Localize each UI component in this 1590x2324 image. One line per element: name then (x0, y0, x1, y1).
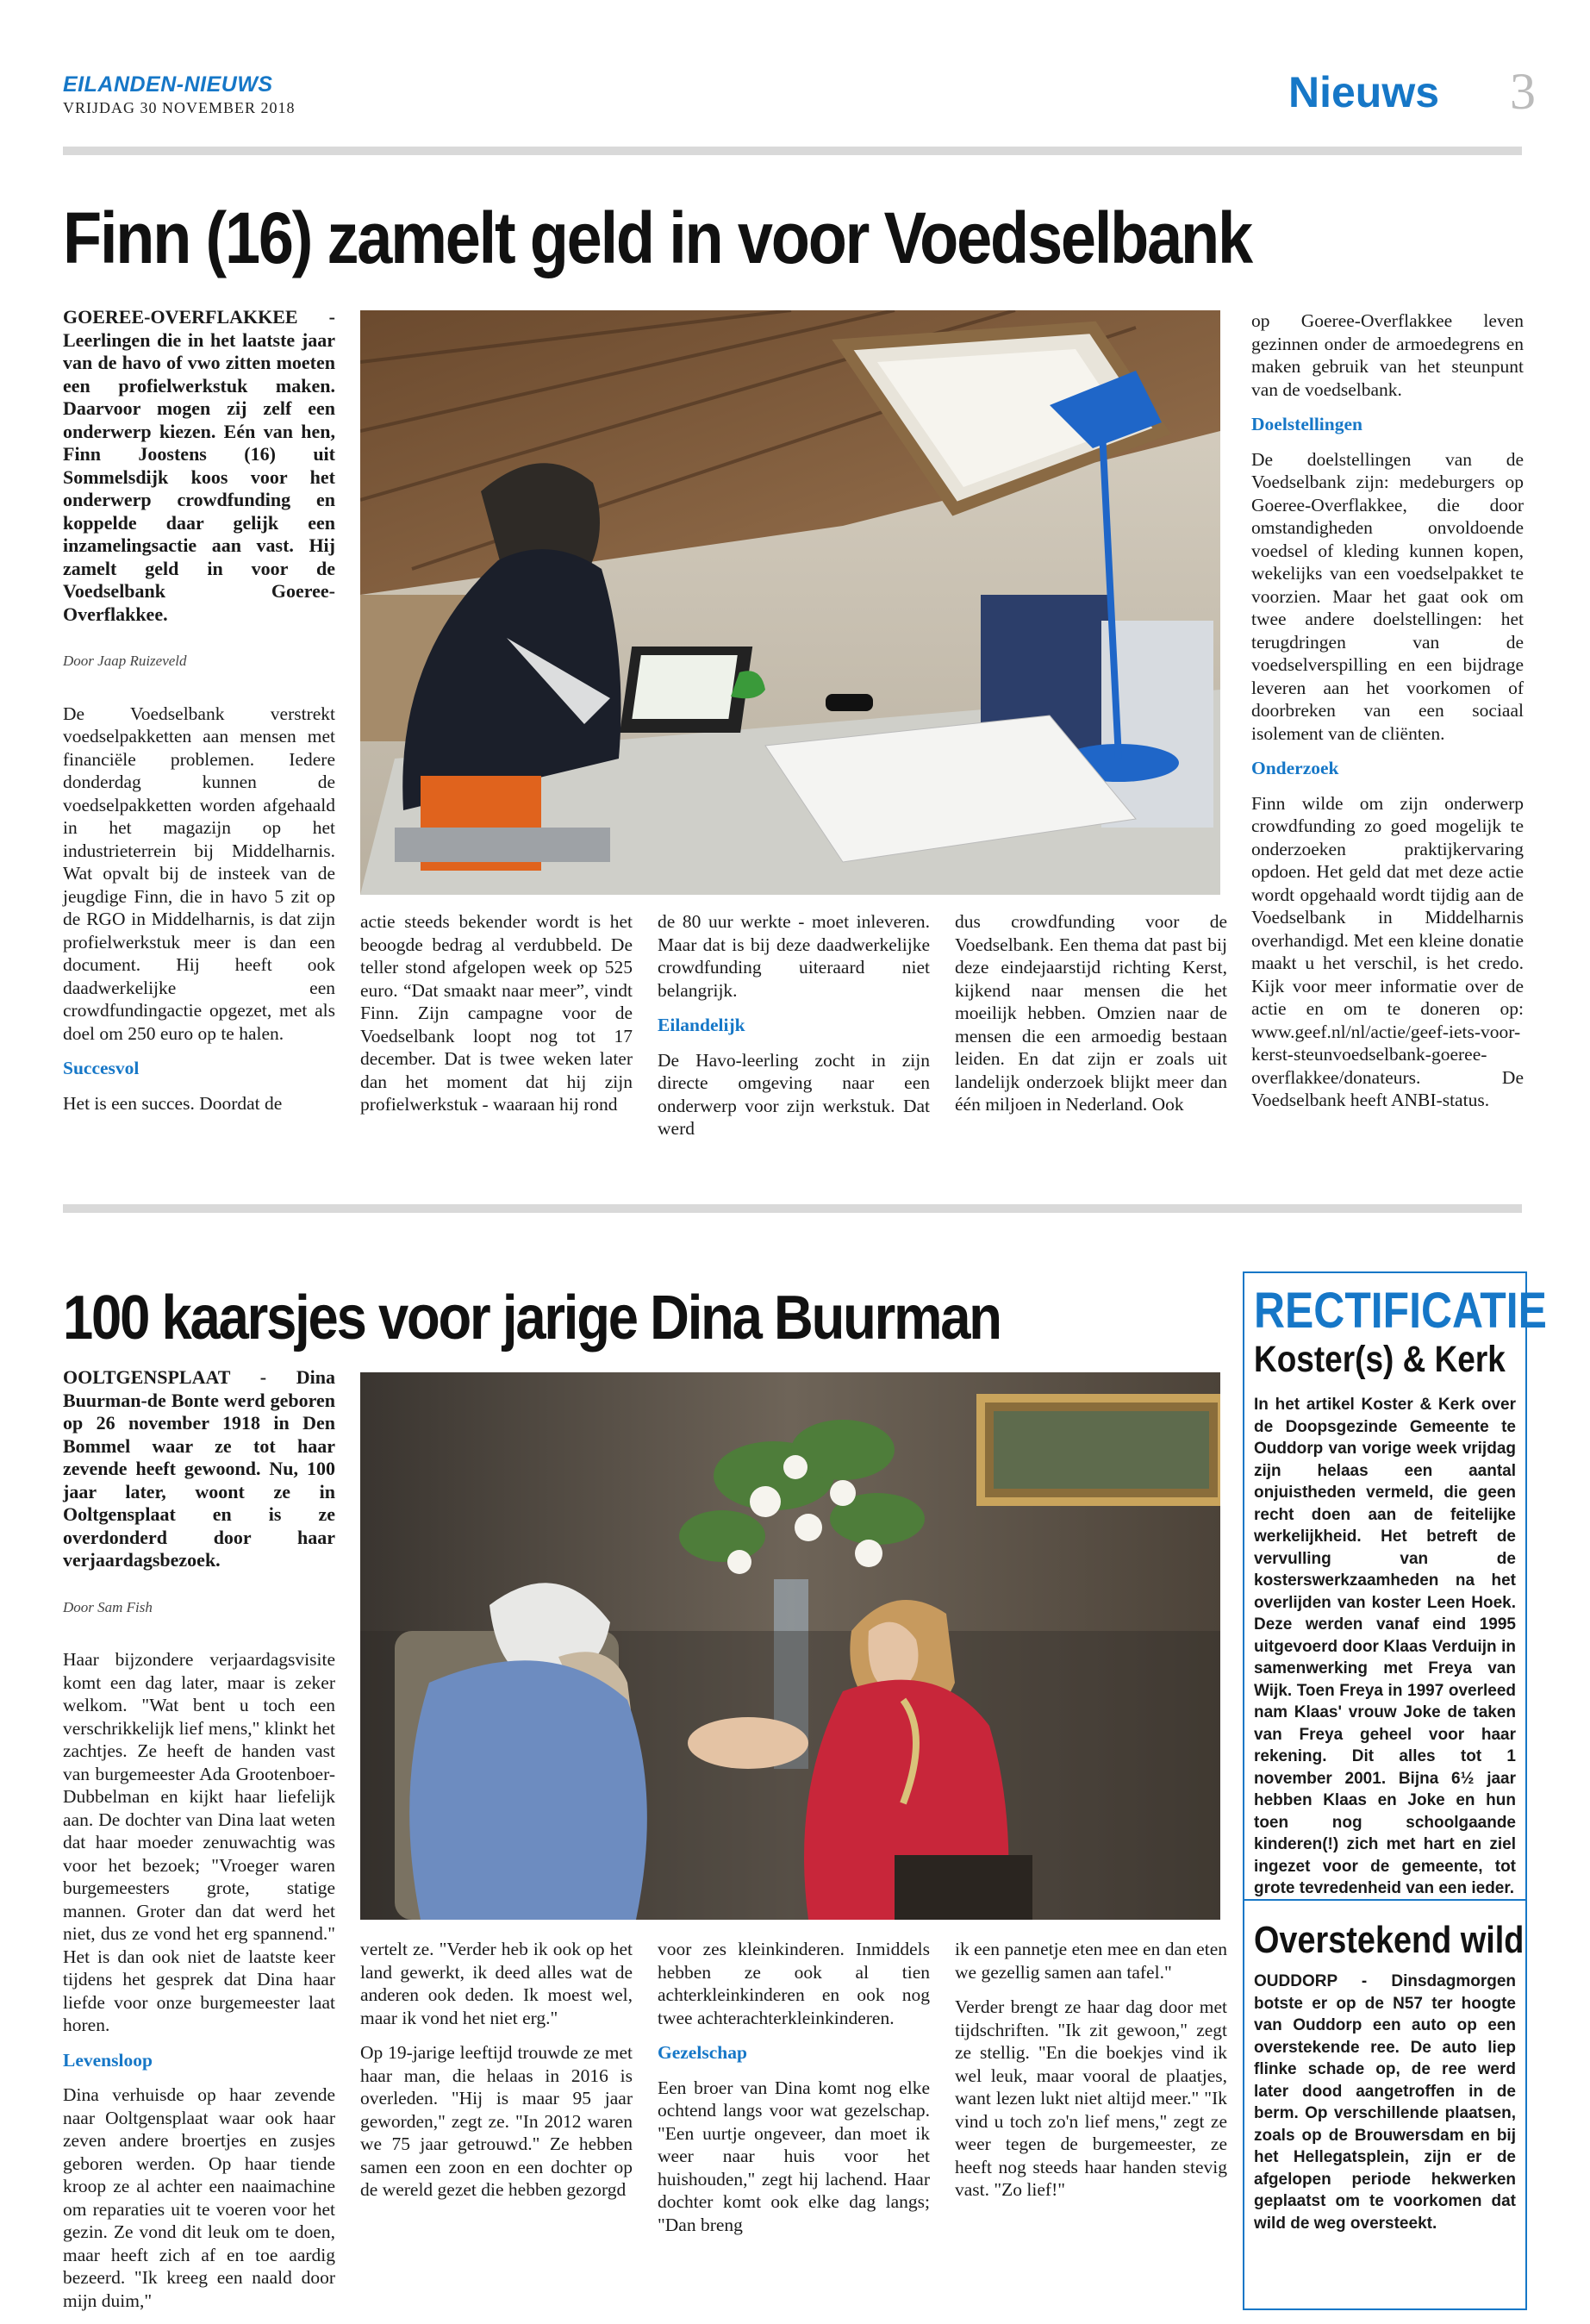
article1-column-1 (63, 306, 335, 1127)
article2-subheading: Gezelschap (658, 2042, 747, 2063)
article1-paragraph: De Voedselbank verstrekt voedselpakketten aan mensen met financiële problemen. Iedere donderdag kunnen de voedselpakketten worden afgehaald in het magazijn op het industrieterrein bij Middelharnis. Wat opvalt bij de insteek van de jeugdige Finn, die in havo 5 zit op de RGO in Middelharnis, is dat zijn profielwerkstuk meer is dan een document. Hij heeft ook daadwerkelijke een crowdfundingactie opgezet, met als doel om 250 euro op te halen. (63, 703, 335, 1044)
article1-subheading: Succesvol (63, 1058, 140, 1078)
section-title: Nieuws (1288, 68, 1440, 116)
article2-column-4 (955, 1938, 1227, 2214)
sidebar-divider (1243, 1899, 1527, 1901)
wild-title: Overstekend wild (1254, 1919, 1525, 1961)
header-rule (63, 147, 1522, 155)
article2-lead: OOLTGENSPLAAT - Dina Buurman-de Bonte werd geboren op 26 november 1918 in Den Bommel waar ze tot haar zevende heeft gewoond. Nu, 100 jaar later, woont ze in Ooltgensplaat en is ze overdonderd door haar verjaardagsbezoek. (63, 1366, 335, 1571)
article1-paragraph: actie steeds bekender wordt is het beoogde bedrag al verdubbeld. De teller stond afgelopen week op 525 euro. “Dat smaakt naar meer”, vindt Finn. Zijn campagne voor de Voedselbank loopt nog tot 17 december. Dat is twee weken later dan het moment dat hij zijn profielwerkstuk - waaraan hij rond (360, 911, 633, 1115)
section-divider (63, 1204, 1522, 1213)
article2-column-1 (63, 1366, 335, 2324)
finn-photo (360, 310, 1220, 895)
article2-paragraph: Haar bijzondere verjaardagsvisite komt een dag later, maar is zeker welkom. "Wat bent u toch een verschrikkelijk lief mens," klinkt het zachtjes. Ze heeft de handen vast van burgemeester Ada Grootenboer-Dubbelman en kijkt haar liefelijk aan. De dochter van Dina laat weten dat haar moeder zenuwachtig was voor het bezoek; "Vroeger waren burgemeesters grote, statige mannen. Groter dan dat werd het niet, dus ze vond het erg spannend." Het is dan ook niet de laatste keer tijdens het gesprek dat Dina haar liefde voor onze burgemeester laat horen. (63, 1649, 335, 2035)
article1-column-5 (1251, 309, 1524, 1124)
dina-photo (360, 1372, 1220, 1920)
article2-paragraph: Op 19-jarige leeftijd trouwde ze met haar man, die helaas in 2016 is overleden. "Hij is maar 95 jaar geworden," zegt ze. "In 2012 waren we 75 jaar getrouwd." Ze hebben samen een zoon en een dochter op de wereld gezet die hebben gezorgd (360, 2042, 633, 2200)
article2-paragraph: Een broer van Dina komt nog elke ochtend langs voor wat gezelschap. "Een uurtje ongeveer, dan moet ik weer naar huis voor het huishouden," zegt hij lachend. Haar dochter komt ook elke dag langs; "Dan breng (658, 2077, 930, 2235)
article1-paragraph: De doelstellingen van de Voedselbank zijn: medeburgers op Goeree-Overflakkee, die door omstandigheden onvoldoende voedsel of kleding kunnen kopen, wekelijks van een voedselpakket te voorzien. Maar het gaat ook om twee andere doelstellingen: het terugdringen van de voedselverspilling en een bijdrage leveren aan het voorkomen of doorbreken van een sociaal isolement van de cliënten. (1251, 448, 1524, 744)
article2-column-3 (658, 1938, 930, 2248)
rectificatie-title: RECTIFICATIE (1254, 1283, 1547, 1339)
article1-column-4 (955, 910, 1227, 1128)
article2-column-2 (360, 1938, 633, 2214)
article2-paragraph: vertelt ze. "Verder heb ik ook op het land gewerkt, ik deed alles wat de anderen ook deden. Ik moest wel, maar ik vond het niet erg." (360, 1939, 633, 2028)
rectificatie-body: In het artikel Koster & Kerk over de Doopsgezinde Gemeente te Ouddorp van vorige week vrijdag zijn helaas een aantal onjuistheden vermeld, die geen recht doen aan de feitelijke werkelijkheid. Het betreft de vervulling van de kosterswerkzaamheden na het overlijden van koster Leen Hoek. Deze werden vanaf eind 1995 uitgevoerd door Klaas Verduijn in samenwerking met Freya van Wijk. Toen Freya in 1997 overleed nam Klaas' vrouw Joke de taken van Freya geheel voor haar rekening. Dit alles tot 1 november 2001. Bijna 6½ jaar hebben Klaas en Joke en hun toen nog schoolgaande kinderen(!) zich met hart en ziel ingezet voor de gemeente, tot grote tevredenheid van een ieder. (1254, 1396, 1516, 1897)
article2-headline: 100 kaarsjes voor jarige Dina Buurman (63, 1284, 1001, 1353)
article2-paragraph: Verder brengt ze haar dag door met tijdschriften. "Ik zit gewoon," zegt ze stellig. "En die boekjes vind ik wel leuk, maar vooral de plaatjes, want lezen lukt niet altijd meer." "Ik vind u toch zo'n lief mens," zegt ze weer tegen de burgemeester, ze heeft nog steeds haar handen stevig vast. "Zo lief!" (955, 1996, 1227, 2200)
page-number: 3 (1510, 63, 1536, 120)
article1-column-2 (360, 910, 633, 1128)
article2-paragraph: voor zes kleinkinderen. Inmiddels hebben ze ook al tien achterkleinkinderen en ook nog twee achterachterkleinkinderen. (658, 1939, 930, 2028)
article2-paragraph: ik een pannetje eten mee en dan eten we gezellig samen aan tafel." (955, 1939, 1227, 1983)
article1-paragraph: De Havo-leerling zocht in zijn directe omgeving naar een onderwerp voor zijn werkstuk. Dat werd (658, 1049, 930, 1139)
rectificatie-subtitle: Koster(s) & Kerk (1254, 1339, 1506, 1380)
finn-photo-illustration (360, 310, 1220, 895)
article1-headline: Finn (16) zamelt geld in voor Voedselbank (63, 197, 1251, 278)
article1-paragraph: de 80 uur werkte - moet inleveren. Maar dat is bij deze daadwerkelijke crowdfunding uiteraard niet belangrijk. (658, 911, 930, 1001)
article1-subheading: Onderzoek (1251, 758, 1339, 778)
article1-paragraph: op Goeree-Overflakkee leven gezinnen onder de armoedegrens en maken gebruik van het steunpunt van de voedselbank. (1251, 310, 1524, 400)
article2-subheading: Levensloop (63, 2049, 153, 2071)
masthead-logo: EILANDEN-NIEUWS (63, 72, 273, 97)
article2-byline: Door Sam Fish (63, 1598, 153, 1615)
article1-paragraph: Het is een succes. Doordat de (63, 1092, 283, 1114)
article1-column-3 (658, 910, 930, 1153)
issue-date: VRIJDAG 30 NOVEMBER 2018 (63, 99, 296, 116)
article1-paragraph: dus crowdfunding voor de Voedselbank. Een thema dat past bij deze eindejaarstijd richting Kerst, kijkend naar mensen die het moeilijk hebben. Omzien naar de mensen die een armoedig bestaan leiden. En dat zijn er zoals uit landelijk onderzoek blijkt meer dan één miljoen in Nederland. Ook (955, 911, 1227, 1115)
article1-subheading: Eilandelijk (658, 1015, 745, 1035)
article1-lead: GOEREE-OVERFLAKKEE - Leerlingen die in het laatste jaar van de havo of vwo zitten moeten een profielwerkstuk maken. Daarvoor mogen zij zelf een onderwerp kiezen. Eén van hen, Finn Joostens (16) uit Sommelsdijk koos voor het onderwerp crowdfunding en koppelde daar gelijk een inzamelingsactie aan vast. Hij zamelt geld in voor de Voedselbank Goeree-Overflakkee. (63, 306, 335, 625)
article2-paragraph: Dina verhuisde op haar zevende naar Ooltgensplaat waar ook haar zeven andere broertjes en zusjes geboren werden. Op haar tiende kroop ze al achter een naaimachine om reparaties uit te voeren voor het gezin. Ze vond dit leuk om te doen, maar heeft zich af en toe aardig bezeerd. "Ik kreeg een naald door mijn duim," (63, 2084, 335, 2311)
wild-body: OUDDORP - Dinsdagmorgen botste er op de N57 ter hoogte van Ouddorp een auto op een overstekende ree. De auto liep flinke schade op, de ree werd later dood aangetroffen in de berm. Op verschillende plaatsen, zoals op de Brouwersdam en bij het Hellegatsplein, zijn er de afgelopen periode hekwerken geplaatst om te voorkomen dat wild de weg oversteekt. (1254, 1972, 1516, 2233)
article1-subheading: Doelstellingen (1251, 414, 1362, 434)
dina-photo-illustration (360, 1372, 1220, 1920)
article1-paragraph: Finn wilde om zijn onderwerp crowdfunding zo goed mogelijk te onderzoeken praktijkervaring opdoen. Het geld dat met deze actie wordt opgehaald wordt tijdig aan de Voedselbank in Middelharnis overhandigd. Met een kleine donatie maakt u het verschil, is het credo. Kijk voor meer informatie over de actie en om te doneren op: www.geef.nl/nl/actie/geef-iets-voor-kerst-steunvoedselbank-goeree-overflakkee/donateurs. De Voedselbank heeft ANBI-status. (1251, 792, 1524, 1110)
article1-byline: Door Jaap Ruizeveld (63, 653, 187, 669)
